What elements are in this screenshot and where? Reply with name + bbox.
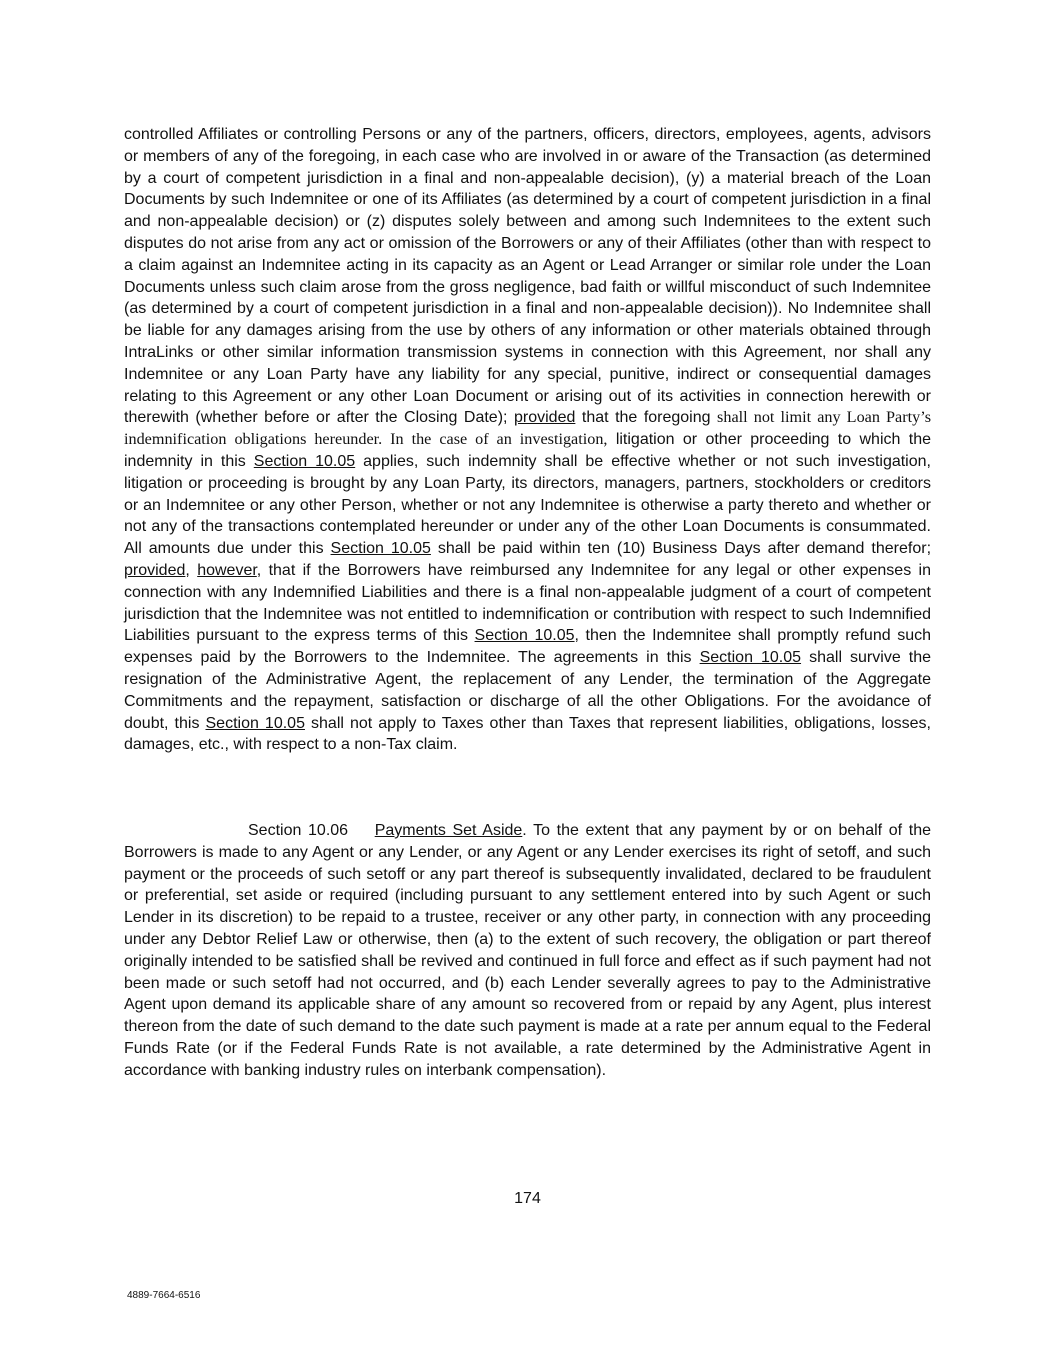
section-heading: Payments Set Aside	[374, 822, 523, 839]
section-reference: Section 10.05	[205, 714, 305, 732]
para1-text: , then the Indemnitee shall promptly refund such expenses paid by the Borrowers to the Indemnitee. The agreements in this	[124, 627, 931, 667]
section-10-06-paragraph	[124, 820, 931, 1082]
section-body: . To the extent that any payment by or on behalf of the Borrowers is made to any Agent or any Lender, or any Agent or any Lender exercises its right of setoff, and such payment or the proceeds of such setoff or any part thereof is subsequently invalidated, declared to be fraudulent or preferential, set aside or required (including pursuant to any settlement entered into by such Agent or such Lender in its discretion) to be repaid to a trustee, receiver or any other party, in connection with any proceeding under any Debtor Relief Law or otherwise, then (a) to the extent of such recovery, the obligation or part thereof originally intended to be satisfied shall be revived and continued in full force and effect as if such payment had not been made or such setoff had not occurred, and (b) each Lender severally agrees to pay to the Administrative Agent upon demand its applicable share of any amount so recovered from or repaid by any Agent, plus interest thereon from the date of such demand to the date such payment is made at a rate per annum equal to the Federal Funds Rate (or if the Federal Funds Rate is not available, a rate determined by the Administrative Agent in accordance with banking industry rules on interbank compensation).	[124, 822, 931, 1079]
para1-text: that the foregoing	[575, 409, 718, 427]
para1-text: ,	[185, 561, 198, 579]
section-reference: Section 10.05	[253, 452, 356, 470]
para1-text: shall survive the resignation of the Administrative Agent, the replacement of any Lender, the termination of the Aggregate Commitments and the repayment, satisfaction or discharge of all the other Obligations. For the avoidance of doubt, this	[124, 649, 931, 732]
para1-text: shall not apply to Taxes other than Taxes that represent liabilities, obligations, losses, damages, etc., with respect to a non-Tax claim.	[124, 714, 931, 754]
section-reference: Section 10.05	[474, 627, 575, 645]
para1-text: controlled Affiliates or controlling Persons or any of the partners, officers, directors, employees, agents, advisors or members of any of the foregoing, in each case who are involved in or aware of the Transaction (as determined by a court of competent jurisdiction in a final and non-appealable decision), (y) a material breach of the Loan Documents by such Indemnitee or one of its Affiliates (as determined by a court of competent jurisdiction in a final and non-appealable decision) or (z) disputes solely between and among such Indemnitees to the extent such disputes do not arise from any act or omission of the Borrowers or any of their Affiliates (other than with respect to a claim against an Indemnitee acting in its capacity as an Agent or Lead Arranger or similar role under the Loan Documents unless such claim arose from the gross negligence, bad faith or willful misconduct of such Indemnitee (as determined by a court of competent jurisdiction in a final and non-appealable decision)). No Indemnitee shall be liable for any damages arising from the use by others of any information or other materials obtained through IntraLinks or other similar information transmission systems in connection with this Agreement, nor shall any Indemnitee or any Loan Party have any liability for any special, punitive, indirect or consequential damages relating to this Agreement or any other Loan Document or arising out of its activities in connection herewith or therewith (whether before or after the Closing Date);	[124, 126, 931, 427]
para1-text: , that if the Borrowers have reimbursed any Indemnitee for any legal or other expenses in connection with any Indemnified Liabilities and there is a final non-appealable judgment of a court of competent jurisdiction that the Indemnitee was not entitled to indemnification or contribution with respect to such Indemnified Liabilities pursuant to the express terms of this	[124, 561, 932, 645]
provided-term: provided	[514, 409, 576, 427]
page-number: 174	[514, 1190, 541, 1207]
provided-term: provided	[124, 561, 186, 579]
para1-text: litigation or other proceeding to which the indemnity in this	[124, 431, 931, 470]
serif-text-run: shall not limit any Loan Party’s indemnification obligations hereunder. In the case of an investigation,	[124, 408, 932, 449]
document-id: 4889-7664-6516	[127, 1290, 201, 1301]
para1-text: shall be paid within ten (10) Business Days after demand therefor;	[430, 540, 932, 558]
para1-text: applies, such indemnity shall be effective whether or not such investigation, litigation or proceeding is brought by any Loan Party, its directors, managers, partners, stockholders or creditors or an Indemnitee or any other Person, whether or not any Indemnitee is otherwise a party thereto and whether or not any of the transactions contemplated hereunder or under any of the other Loan Documents is consummated. All amounts due under this	[124, 452, 931, 558]
section-reference: Section 10.05	[699, 649, 802, 667]
section-10-05-continuation-paragraph	[124, 124, 931, 756]
section-reference: Section 10.05	[330, 540, 431, 558]
section-number: Section 10.06	[248, 822, 349, 839]
however-term: however	[197, 561, 257, 579]
